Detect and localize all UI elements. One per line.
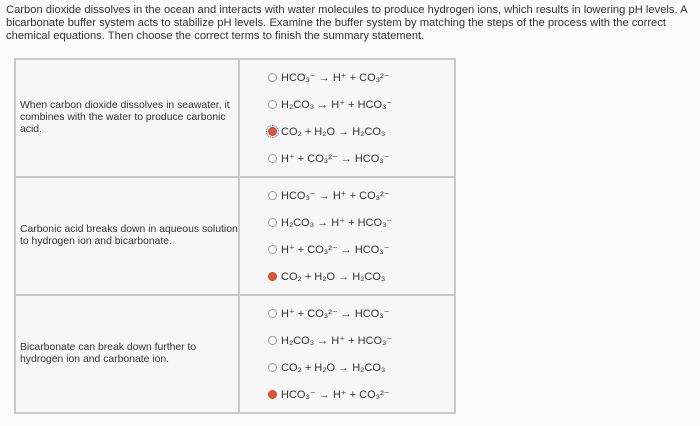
equation-option[interactable] xyxy=(268,381,454,408)
radio-icon[interactable] xyxy=(268,363,277,372)
equation-option[interactable] xyxy=(268,64,454,91)
radio-icon[interactable] xyxy=(268,245,277,254)
equation-label: H⁺ + CO₃²⁻ → HCO₃⁻ xyxy=(281,244,390,256)
equation-option[interactable] xyxy=(268,145,454,172)
equation-option[interactable] xyxy=(268,118,454,145)
equation-option[interactable] xyxy=(268,91,454,118)
equation-label: CO₂ + H₂O → H₂CO₃ xyxy=(281,270,386,283)
radio-icon[interactable] xyxy=(268,309,277,318)
equation-option[interactable] xyxy=(268,182,454,209)
radio-icon[interactable] xyxy=(268,336,277,345)
radio-selected-icon[interactable] xyxy=(268,127,277,136)
equation-option[interactable] xyxy=(268,327,454,354)
radio-icon[interactable] xyxy=(268,73,277,82)
equation-option[interactable] xyxy=(268,300,454,327)
table-row xyxy=(15,59,455,177)
radio-icon[interactable] xyxy=(268,154,277,163)
equation-label: H⁺ + CO₃²⁻ → HCO₃⁻ xyxy=(281,153,390,165)
equation-option[interactable] xyxy=(268,236,454,263)
equation-options xyxy=(239,177,455,295)
equation-label: H₂CO₃ → H⁺ + HCO₃⁻ xyxy=(281,99,393,111)
radio-icon[interactable] xyxy=(268,191,277,200)
radio-selected-icon[interactable] xyxy=(268,390,277,399)
equation-label: H⁺ + CO₃²⁻ → HCO₃⁻ xyxy=(281,308,390,320)
equation-label: H₂CO₃ → H⁺ + HCO₃⁻ xyxy=(281,335,393,347)
step-statement: Bicarbonate can break down further to hydrogen ion and carbonate ion. xyxy=(15,295,239,413)
equation-label: CO₂ + H₂O → H₂CO₃ xyxy=(281,361,386,374)
equation-label: HCO₃⁻ → H⁺ + CO₃²⁻ xyxy=(281,389,390,401)
step-statement: When carbon dioxide dissolves in seawater, it combines with the water to produce carbonic acid. xyxy=(15,59,239,177)
equation-options xyxy=(239,295,455,413)
instructions: Carbon dioxide dissolves in the ocean and interacts with water molecules to produce hydrogen ions, which results in lowering pH levels. A bicarbonate buffer system acts to stabilize pH levels. Examine the buffer system by matching the steps of the process with the correct chemical equations. Then choose the correct terms to finish the summary statement. xyxy=(6,4,687,42)
step-statement: Carbonic acid breaks down in aqueous solution to hydrogen ion and bicarbonate. xyxy=(15,177,239,295)
equation-option[interactable] xyxy=(268,209,454,236)
radio-icon[interactable] xyxy=(268,218,277,227)
equation-option[interactable] xyxy=(268,263,454,290)
equation-label: HCO₃⁻ → H⁺ + CO₃²⁻ xyxy=(281,190,390,202)
equation-label: H₂CO₃ → H⁺ + HCO₃⁻ xyxy=(281,217,393,229)
equation-label: CO₂ + H₂O → H₂CO₃ xyxy=(281,125,386,138)
radio-icon[interactable] xyxy=(268,100,277,109)
table-row xyxy=(15,295,455,413)
matching-table xyxy=(14,58,456,414)
table-row xyxy=(15,177,455,295)
equation-option[interactable] xyxy=(268,354,454,381)
equation-label: HCO₃⁻ → H⁺ + CO₃²⁻ xyxy=(281,72,390,84)
equation-options xyxy=(239,59,455,177)
radio-selected-icon[interactable] xyxy=(268,272,277,281)
